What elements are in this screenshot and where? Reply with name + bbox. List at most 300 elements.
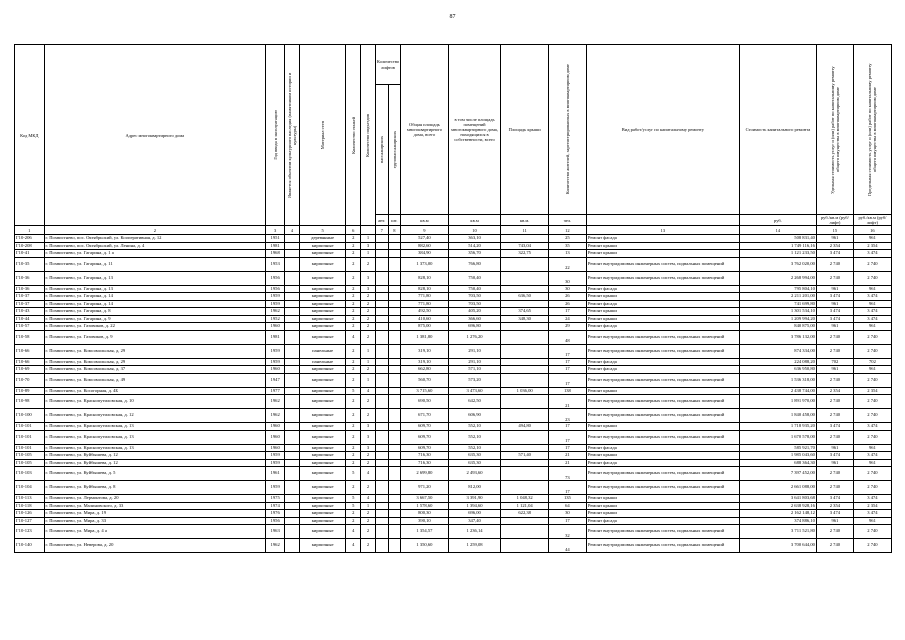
- cell-code: Г10-140: [15, 539, 45, 553]
- cell-cost: 3 700 644,00: [739, 539, 816, 553]
- cell-max-cost: 2 740: [853, 525, 891, 539]
- table-row: [15, 409, 892, 423]
- cell-total-area: 492,50: [401, 308, 448, 316]
- cell-floors: 2: [346, 481, 361, 495]
- cell-work-type: Ремонт крыши: [586, 250, 739, 258]
- cell-roof-area: 743,04: [501, 242, 548, 250]
- cell-heritage: [285, 323, 300, 331]
- cell-elev-cargo: [388, 430, 401, 444]
- cell-code: Г10-37: [15, 293, 45, 301]
- cell-elev-pass: [375, 430, 388, 444]
- cell-cost: 2 268 994,00: [739, 271, 816, 285]
- cell-year: 1960: [266, 444, 285, 452]
- cell-roof-area: [501, 235, 548, 243]
- header-floors: Количество этажей: [346, 45, 361, 226]
- cell-specific-cost: 3 474: [816, 308, 853, 316]
- cell-heritage: [285, 539, 300, 553]
- cell-total-area: 971,20: [401, 481, 448, 495]
- cell-entrances: 2: [361, 459, 376, 467]
- cell-cost: 795 804,10: [739, 285, 816, 293]
- cell-work-type: Ремонт крыши: [586, 423, 739, 431]
- header-code: Код МКД: [15, 45, 45, 226]
- cell-cost: 2 438 744,00: [739, 387, 816, 395]
- cell-floors: 5: [346, 467, 361, 481]
- cell-specific-cost: 2 740: [816, 395, 853, 409]
- cell-max-cost: 2 740: [853, 467, 891, 481]
- cell-floors: 2: [346, 366, 361, 374]
- cell-owned-area: 3 473,60: [448, 387, 501, 395]
- cell-cost: 1 840 458,00: [739, 409, 816, 423]
- table-row: [15, 467, 892, 481]
- cell-residents: 48: [548, 330, 586, 344]
- cell-address: г. Похвистнево, ул. Краснопутиловская, д. 13: [44, 430, 266, 444]
- cell-address: г. Похвистнево, ул. Гагарина, д. 1 а: [44, 250, 266, 258]
- cell-cost: 840 875,00: [739, 323, 816, 331]
- cell-work-type: Ремонт фасада: [586, 517, 739, 525]
- cell-year: 1960: [266, 430, 285, 444]
- cell-heritage: [285, 308, 300, 316]
- cell-walls: кирпичные: [299, 525, 345, 539]
- cell-year: 1976: [266, 510, 285, 518]
- cell-residents: 17: [548, 444, 586, 452]
- cell-specific-cost: 2 354: [816, 502, 853, 510]
- cell-residents: 25: [548, 235, 586, 243]
- cell-heritage: [285, 358, 300, 366]
- colnum-3: 3: [266, 226, 285, 235]
- header-entrances: Количество подъездов: [361, 45, 376, 226]
- cell-owned-area: 696,00: [448, 510, 501, 518]
- cell-elev-pass: [375, 235, 388, 243]
- cell-code: Г10-44: [15, 315, 45, 323]
- cell-heritage: [285, 467, 300, 481]
- cell-max-cost: 2 740: [853, 481, 891, 495]
- cell-residents: 17: [548, 481, 586, 495]
- cell-max-cost: 2 740: [853, 539, 891, 553]
- cell-heritage: [285, 495, 300, 503]
- cell-roof-area: 348,30: [501, 315, 548, 323]
- cell-owned-area: 552,10: [448, 423, 501, 431]
- cell-total-area: 800,30: [401, 510, 448, 518]
- cell-elev-cargo: [388, 510, 401, 518]
- cell-specific-cost: 2 740: [816, 271, 853, 285]
- table-row: [15, 358, 892, 366]
- cell-residents: 24: [548, 315, 586, 323]
- cell-specific-cost: 2 740: [816, 481, 853, 495]
- table-row: [15, 271, 892, 285]
- cell-residents: 17: [548, 373, 586, 387]
- cell-walls: кирпичные: [299, 459, 345, 467]
- cell-code: Г10-103: [15, 467, 45, 481]
- cell-residents: 13: [548, 250, 586, 258]
- cell-owned-area: 812,00: [448, 481, 501, 495]
- cell-heritage: [285, 387, 300, 395]
- cell-total-area: 527,40: [401, 235, 448, 243]
- table-row: [15, 344, 892, 358]
- cell-entrances: 3: [361, 444, 376, 452]
- cell-heritage: [285, 510, 300, 518]
- cell-specific-cost: 2 740: [816, 525, 853, 539]
- cell-elev-pass: [375, 250, 388, 258]
- cell-walls: кирпичные: [299, 373, 345, 387]
- cell-walls: кирпичные: [299, 430, 345, 444]
- cell-work-type: Ремонт внутридомовых инженерных систем, подвальных помещений: [586, 373, 739, 387]
- cell-entrances: 2: [361, 395, 376, 409]
- cell-heritage: [285, 271, 300, 285]
- cell-owned-area: 642,50: [448, 395, 501, 409]
- cell-residents: 44: [548, 539, 586, 553]
- cell-specific-cost: 2 740: [816, 344, 853, 358]
- cell-cost: 224 088,20: [739, 358, 816, 366]
- cell-year: 1959: [266, 459, 285, 467]
- cell-entrances: 4: [361, 467, 376, 481]
- cell-total-area: 690,50: [401, 395, 448, 409]
- cell-residents: 35: [548, 242, 586, 250]
- cell-residents: 17: [548, 517, 586, 525]
- cell-heritage: [285, 517, 300, 525]
- colnum-13: 13: [586, 226, 739, 235]
- cell-specific-cost: 961: [816, 323, 853, 331]
- cell-max-cost: 2 354: [853, 242, 891, 250]
- cell-elev-cargo: [388, 344, 401, 358]
- cell-elev-pass: [375, 285, 388, 293]
- cell-heritage: [285, 315, 300, 323]
- cell-roof-area: [501, 539, 548, 553]
- table-row: [15, 495, 892, 503]
- cell-heritage: [285, 444, 300, 452]
- cell-max-cost: 3 474: [853, 495, 891, 503]
- cell-elev-pass: [375, 481, 388, 495]
- colnum-7: 7: [375, 226, 388, 235]
- cell-year: 1953: [266, 257, 285, 271]
- cell-floors: 4: [346, 525, 361, 539]
- cell-specific-cost: 961: [816, 444, 853, 452]
- cell-address: г. Похвистнево, ул. Гагарина, д. 8: [44, 308, 266, 316]
- table-row: [15, 452, 892, 460]
- cell-code: Г10-127: [15, 517, 45, 525]
- cell-year: 1962: [266, 409, 285, 423]
- header-residents: Количество жителей, зарегистрированных в многоквартирном доме: [548, 45, 586, 215]
- cell-address: г. Похвистнево, ул. Лермонтова, д. 20: [44, 495, 266, 503]
- cell-work-type: Ремонт внутридомовых инженерных систем, подвальных помещений: [586, 409, 739, 423]
- cell-elev-pass: [375, 315, 388, 323]
- cell-max-cost: 3 474: [853, 250, 891, 258]
- cell-entrances: 3: [361, 271, 376, 285]
- cell-address: г. Похвистнево, ул. Комсомольская, д. 29: [44, 344, 266, 358]
- cell-walls: кирпичные: [299, 257, 345, 271]
- cell-elev-pass: [375, 444, 388, 452]
- cell-year: 1963: [266, 525, 285, 539]
- table-row: [15, 430, 892, 444]
- cell-elev-pass: [375, 423, 388, 431]
- cell-year: 1959: [266, 300, 285, 308]
- cell-floors: 2: [346, 323, 361, 331]
- cell-elev-cargo: [388, 250, 401, 258]
- cell-owned-area: 552,10: [448, 444, 501, 452]
- cell-code: Г10-105: [15, 459, 45, 467]
- cell-walls: кирпичные: [299, 271, 345, 285]
- cell-cost: 2 661 088,00: [739, 481, 816, 495]
- cell-walls: кирпичные: [299, 481, 345, 495]
- cell-specific-cost: 961: [816, 517, 853, 525]
- cell-walls: панельные: [299, 358, 345, 366]
- cell-entrances: 2: [361, 452, 376, 460]
- cell-elev-pass: [375, 510, 388, 518]
- cell-roof-area: 374,65: [501, 308, 548, 316]
- cell-residents: 32: [548, 525, 586, 539]
- header-owned-area: в том числе площадь помещений многоквартирного дома, находящихся в собственности, всего: [448, 45, 501, 215]
- cell-owned-area: 696,80: [448, 323, 501, 331]
- cell-total-area: 609,70: [401, 430, 448, 444]
- cell-specific-cost: 2 740: [816, 373, 853, 387]
- cell-walls: кирпичные: [299, 387, 345, 395]
- cell-owned-area: 366,60: [448, 315, 501, 323]
- cell-owned-area: 703,50: [448, 293, 501, 301]
- cell-floors: 2: [346, 285, 361, 293]
- cell-walls: кирпичные: [299, 285, 345, 293]
- cell-roof-area: [501, 444, 548, 452]
- cell-work-type: Ремонт внутридомовых инженерных систем, подвальных помещений: [586, 330, 739, 344]
- header-walls: Материал стен: [299, 45, 345, 226]
- cell-elev-pass: [375, 323, 388, 331]
- cell-owned-area: 1 259,08: [448, 539, 501, 553]
- cell-walls: кирпичные: [299, 444, 345, 452]
- cell-residents: 29: [548, 323, 586, 331]
- cell-owned-area: 347,40: [448, 517, 501, 525]
- cell-owned-area: 571,10: [448, 366, 501, 374]
- cell-max-cost: 2 740: [853, 257, 891, 271]
- cell-elev-pass: [375, 300, 388, 308]
- cell-max-cost: 961: [853, 285, 891, 293]
- cell-roof-area: [501, 358, 548, 366]
- cell-roof-area: [501, 430, 548, 444]
- cell-address: г. Похвистнево, ул. Гагарина, д. 11: [44, 257, 266, 271]
- cell-work-type: Ремонт внутридомовых инженерных систем, подвальных помещений: [586, 539, 739, 553]
- cell-owned-area: 703,50: [448, 300, 501, 308]
- cell-roof-area: [501, 366, 548, 374]
- cell-walls: кирпичные: [299, 467, 345, 481]
- cell-elev-cargo: [388, 517, 401, 525]
- unit-work-type: [586, 215, 739, 226]
- cell-total-area: 828,10: [401, 285, 448, 293]
- cell-year: 1956: [266, 285, 285, 293]
- cell-owned-area: 606,90: [448, 409, 501, 423]
- cell-cost: 585 921,70: [739, 444, 816, 452]
- cell-owned-area: 1 276,20: [448, 330, 501, 344]
- cell-code: Г10-101: [15, 444, 45, 452]
- cell-elev-cargo: [388, 271, 401, 285]
- cell-code: Г10-36: [15, 285, 45, 293]
- colnum-6b: [361, 226, 376, 235]
- cell-entrances: 4: [361, 387, 376, 395]
- cell-code: Г10-208: [15, 242, 45, 250]
- cell-roof-area: [501, 300, 548, 308]
- cell-elev-cargo: [388, 358, 401, 366]
- cell-roof-area: [501, 459, 548, 467]
- table-row: [15, 308, 892, 316]
- colnum-15: 15: [816, 226, 853, 235]
- cell-roof-area: [501, 285, 548, 293]
- cell-owned-area: 1 394,60: [448, 502, 501, 510]
- cell-walls: кирпичные: [299, 323, 345, 331]
- cell-max-cost: 2 740: [853, 330, 891, 344]
- cell-cost: 688 364,30: [739, 459, 816, 467]
- cell-walls: кирпичные: [299, 452, 345, 460]
- table-row: [15, 539, 892, 553]
- cell-cost: 3 786 132,00: [739, 330, 816, 344]
- cell-elev-cargo: [388, 452, 401, 460]
- cell-address: г. Похвистнево, ул. Малиновского, д. 33: [44, 502, 266, 510]
- cell-address: г. Похвистнево, ул. Краснопутиловская, д. 12: [44, 409, 266, 423]
- cell-total-area: 2 699,80: [401, 467, 448, 481]
- cell-max-cost: 3 474: [853, 315, 891, 323]
- cell-cost: 1 209 994,20: [739, 315, 816, 323]
- cell-year: 1959: [266, 481, 285, 495]
- cell-floors: 2: [346, 510, 361, 518]
- cell-entrances: 2: [361, 293, 376, 301]
- cell-cost: 3 711 521,80: [739, 525, 816, 539]
- cell-cost: 3 762 020,00: [739, 257, 816, 271]
- cell-entrances: 2: [361, 510, 376, 518]
- table-row: [15, 330, 892, 344]
- cell-floors: 2: [346, 300, 361, 308]
- page-number: 87: [449, 14, 456, 20]
- cell-total-area: 560,70: [401, 373, 448, 387]
- cell-entrances: 2: [361, 409, 376, 423]
- cell-elev-pass: [375, 495, 388, 503]
- cell-cost: 2 638 928,16: [739, 502, 816, 510]
- cell-residents: 17: [548, 344, 586, 358]
- cell-total-area: 3 715,60: [401, 387, 448, 395]
- cell-owned-area: 766,80: [448, 257, 501, 271]
- colnum-11: 11: [501, 226, 548, 235]
- cell-specific-cost: 3 474: [816, 452, 853, 460]
- cell-work-type: Ремонт крыши: [586, 308, 739, 316]
- cell-specific-cost: 3 474: [816, 423, 853, 431]
- cell-floors: 2: [346, 315, 361, 323]
- cell-code: Г10-89: [15, 387, 45, 395]
- cell-entrances: 2: [361, 308, 376, 316]
- colnum-12: 12: [548, 226, 586, 235]
- cell-code: Г10-66: [15, 358, 45, 366]
- cell-elev-pass: [375, 539, 388, 553]
- cell-entrances: 3: [361, 285, 376, 293]
- cell-roof-area: [501, 409, 548, 423]
- cell-year: 1959: [266, 293, 285, 301]
- cell-heritage: [285, 366, 300, 374]
- cell-cost: 1 301 534,10: [739, 308, 816, 316]
- colnum-5: 5: [299, 226, 345, 235]
- cell-residents: 30: [548, 510, 586, 518]
- cell-heritage: [285, 330, 300, 344]
- cell-heritage: [285, 235, 300, 243]
- cell-code: Г10-36: [15, 271, 45, 285]
- cell-floors: 2: [346, 257, 361, 271]
- cell-total-area: 1 350,60: [401, 539, 448, 553]
- cell-walls: кирпичные: [299, 409, 345, 423]
- cell-year: 1952: [266, 315, 285, 323]
- cell-address: г. Похвистнево, ул. Косогорная, д. 4Б: [44, 387, 266, 395]
- cell-walls: кирпичные: [299, 366, 345, 374]
- table-row: [15, 242, 892, 250]
- cell-entrances: 2: [361, 323, 376, 331]
- cell-roof-area: [501, 467, 548, 481]
- cell-floors: 4: [346, 539, 361, 553]
- cell-specific-cost: 2 740: [816, 539, 853, 553]
- cell-max-cost: 702: [853, 358, 891, 366]
- cell-entrances: 2: [361, 257, 376, 271]
- cell-residents: 135: [548, 495, 586, 503]
- cell-elev-cargo: [388, 467, 401, 481]
- cell-entrances: 2: [361, 539, 376, 553]
- cell-roof-area: [501, 344, 548, 358]
- cell-entrances: 2: [361, 300, 376, 308]
- cell-elev-cargo: [388, 481, 401, 495]
- cell-code: Г10-113: [15, 495, 45, 503]
- cell-work-type: Ремонт крыши: [586, 510, 739, 518]
- cell-entrances: 1: [361, 344, 376, 358]
- unit-roof-area: кв.м.: [501, 215, 548, 226]
- cell-entrances: 2: [361, 481, 376, 495]
- table-row: [15, 510, 892, 518]
- cell-walls: кирпичные: [299, 330, 345, 344]
- cell-roof-area: 1 121,04: [501, 502, 548, 510]
- cell-elev-cargo: [388, 444, 401, 452]
- cell-code: Г10-101: [15, 430, 45, 444]
- cell-total-area: 671,70: [401, 409, 448, 423]
- cell-heritage: [285, 409, 300, 423]
- cell-year: 1947: [266, 373, 285, 387]
- cell-floors: 2: [346, 423, 361, 431]
- cell-cost: 1 749 116,16: [739, 242, 816, 250]
- cell-code: Г10-100: [15, 409, 45, 423]
- cell-year: 1962: [266, 539, 285, 553]
- cell-entrances: 1: [361, 502, 376, 510]
- cell-specific-cost: 2 354: [816, 387, 853, 395]
- table-row: [15, 250, 892, 258]
- cell-elev-cargo: [388, 366, 401, 374]
- cell-max-cost: 2 740: [853, 395, 891, 409]
- cell-elev-pass: [375, 308, 388, 316]
- cell-floors: 2: [346, 517, 361, 525]
- cell-address: г. Похвистнево, ул. Гагарина, д. 9: [44, 315, 266, 323]
- cell-address: г. Похвистнево, пос. Октябрьский, ул. Кооперативная, д. 12: [44, 235, 266, 243]
- cell-max-cost: 961: [853, 323, 891, 331]
- cell-heritage: [285, 430, 300, 444]
- cell-entrances: 1: [361, 373, 376, 387]
- cell-year: 1960: [266, 323, 285, 331]
- cell-elev-pass: [375, 467, 388, 481]
- cell-owned-area: 363,10: [448, 235, 501, 243]
- header-elev-pass: пассажирских: [375, 85, 388, 215]
- cell-residents: 17: [548, 358, 586, 366]
- cell-elev-pass: [375, 373, 388, 387]
- cell-roof-area: [501, 517, 548, 525]
- cell-cost: 636 950,80: [739, 366, 816, 374]
- cell-residents: 17: [548, 308, 586, 316]
- cell-floors: 2: [346, 373, 361, 387]
- cell-code: Г10-58: [15, 330, 45, 344]
- header-work-type: Вид работ/услуг по капитальному ремонту: [586, 45, 739, 215]
- cell-walls: панельные: [299, 344, 345, 358]
- cell-work-type: Ремонт фасада: [586, 285, 739, 293]
- cell-total-area: 410,60: [401, 315, 448, 323]
- cell-owned-area: 635,30: [448, 452, 501, 460]
- cell-floors: 2: [346, 444, 361, 452]
- cell-year: 1977: [266, 387, 285, 395]
- cell-total-area: 1 578,60: [401, 502, 448, 510]
- cell-walls: кирпичные: [299, 250, 345, 258]
- cell-roof-area: [501, 323, 548, 331]
